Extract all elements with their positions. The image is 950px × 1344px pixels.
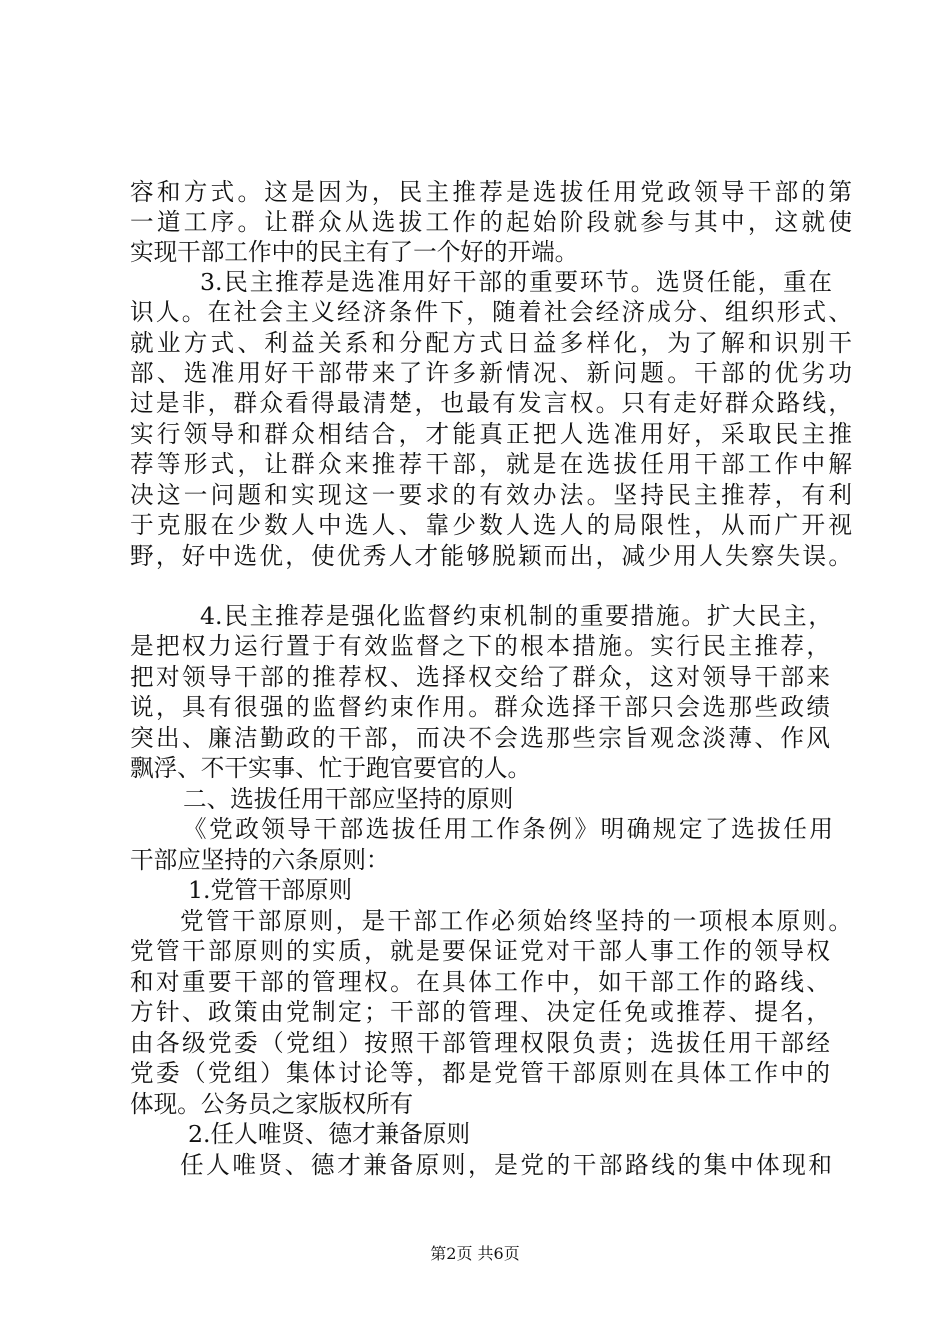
text-line: 把对领导干部的推荐权、选择权交给了群众，这对领导干部来 (130, 663, 830, 691)
subsection-heading: 2.任人唯贤、德才兼备原则 (188, 1120, 471, 1148)
text-line: 《党政领导干部选拔任用工作条例》明确规定了选拔任用 (183, 815, 833, 843)
text-line: 党委（党组）集体讨论等，都是党管干部原则在具体工作中的 (130, 1059, 830, 1087)
text-line: 容和方式。这是因为，民主推荐是选拔任用党政领导干部的第 (130, 178, 852, 206)
text-line: 说，具有很强的监督约束作用。群众选择干部只会选那些政绩 (130, 693, 830, 721)
text-line: 突出、廉洁勤政的干部，而决不会选那些宗旨观念淡薄、作风 (130, 724, 830, 752)
text-line: 就业方式、利益关系和分配方式日益多样化，为了解和识别干 (130, 329, 852, 357)
text-line: 飘浮、不干实事、忙于跑官要官的人。 (130, 754, 532, 782)
text-line: 识人。在社会主义经济条件下，随着社会经济成分、组织形式、 (130, 298, 852, 326)
text-line: 过是非，群众看得最清楚，也最有发言权。只有走好群众路线， (130, 389, 852, 417)
text-line: 4.民主推荐是强化监督约束机制的重要措施。扩大民主， (200, 602, 832, 630)
page-footer: 第2页 共6页 (430, 1244, 520, 1263)
text-line: 和对重要干部的管理权。在具体工作中，如干部工作的路线、 (130, 968, 830, 996)
text-line: 体现。公务员之家版权所有 (130, 1090, 414, 1118)
text-line: 实行领导和群众相结合，才能真正把人选准用好，采取民主推 (130, 420, 852, 448)
section-heading: 二、选拔任用干部应坚持的原则 (183, 785, 514, 813)
text-line: 于克服在少数人中选人、靠少数人选人的局限性，从而广开视 (130, 511, 852, 539)
text-line: 由各级党委（党组）按照干部管理权限负责；选拔任用干部经 (130, 1029, 830, 1057)
text-line: 实现干部工作中的民主有了一个好的开端。 (130, 238, 579, 266)
text-line: 方针、政策由党制定；干部的管理、决定任免或推荐、提名， (130, 998, 830, 1026)
text-line: 干部应坚持的六条原则： (130, 846, 390, 874)
text-line: 党管干部原则的实质，就是要保证党对干部人事工作的领导权 (130, 937, 830, 965)
text-line: 野，好中选优，使优秀人才能够脱颖而出，减少用人失察失误。 (130, 542, 852, 570)
text-line: 党管干部原则，是干部工作必须始终坚持的一项根本原则。 (180, 907, 852, 935)
text-line: 任人唯贤、德才兼备原则，是党的干部路线的集中体现和 (180, 1151, 832, 1179)
text-line: 一道工序。让群众从选拔工作的起始阶段就参与其中，这就使 (130, 208, 852, 236)
text-line: 是把权力运行置于有效监督之下的根本措施。实行民主推荐， (130, 632, 830, 660)
text-line: 部、选准用好干部带来了许多新情况、新问题。干部的优劣功 (130, 359, 852, 387)
subsection-heading: 1.党管干部原则 (188, 876, 353, 904)
text-line: 决这一问题和实现这一要求的有效办法。坚持民主推荐，有利 (130, 481, 852, 509)
text-line: 荐等形式，让群众来推荐干部，就是在选拔任用干部工作中解 (130, 450, 852, 478)
text-line: 3.民主推荐是选准用好干部的重要环节。选贤任能，重在 (200, 268, 832, 296)
